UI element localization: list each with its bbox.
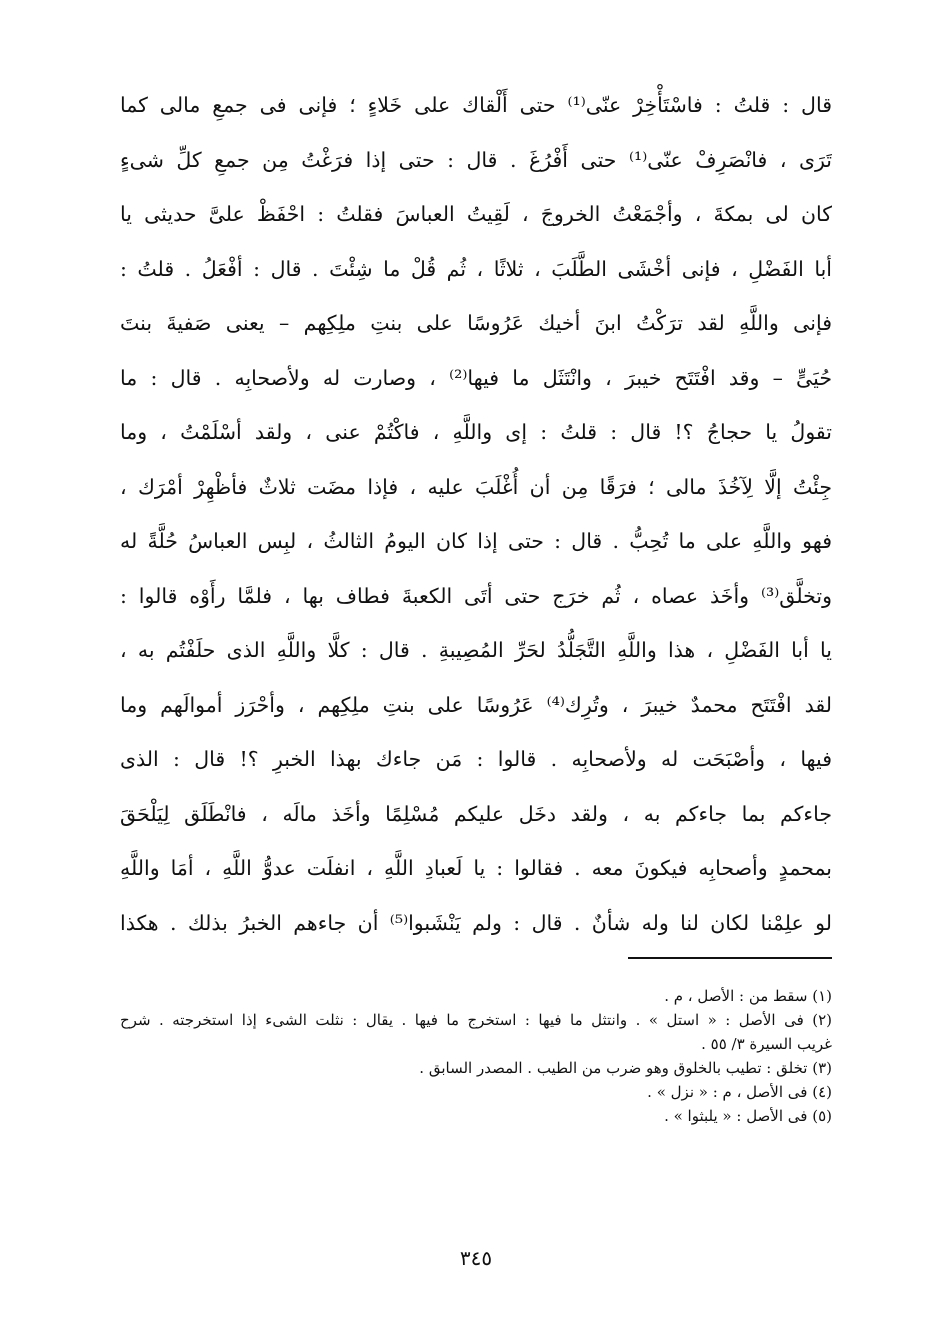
text-line: تَرَى ، فانْصَرِفْ عنّى⁽¹⁾ حتى أَفْرُغَ . قال : حتى إذا فرَغْتُ مِن جمعِ كلِّ شىءٍ <box>120 147 832 172</box>
main-text <box>120 78 832 950</box>
footnote-separator <box>628 957 832 959</box>
text-line: تقولُ يا حجاجُ ؟! قال : قلتُ : إى واللَّهِ ، فاكْتُمْ عنى ، ولقد أسْلَمْتُ ، وما <box>120 420 832 444</box>
text-line: قال : قلتُ : فاسْتَأْخِرْ عنّى⁽¹⁾ حتى أَلْقاك على خَلاءٍ ؛ فإنى فى جمعِ مالى كما <box>120 93 832 117</box>
text-line: لقد افْتَتَح محمدٌ خيبرَ ، وتُرِك⁽⁴⁾ عَرُوسًا على بنتِ ملِكِهم ، وأحْرَز أموالَهم وما <box>120 692 832 717</box>
text-line: لو علِمْنا لكان لنا وله شأنٌ . قال : ولم يَنْشَبوا⁽⁵⁾ أن جاءهم الخبرُ بذلك . هكذا <box>120 910 832 935</box>
text-line: جِئْتُ إلَّا لِآخُذَ مالى ؛ فرَقًا مِن أن أُغْلَبَ عليه ، فإذا مضَت ثلاثٌ فأظْهِرْ أمْرَك ، <box>120 474 832 499</box>
page-number: ٣٤٥ <box>459 1246 493 1270</box>
footnote: (٤) فى الأصل ، م : « نزل » . <box>647 1083 832 1101</box>
text-line: فهو واللَّهِ على ما تُحِبُّ . قال : حتى إذا كان اليومُ الثالثُ ، لبِس العباسُ حُلَّةً له <box>120 529 832 553</box>
text-line: أبا الفَضْلِ ، فإنى أخْشَى الطَّلَبَ ، ثلاثًا ، ثُم قُلْ ما شِئْتَ . قال : أفْعَلُ . قلتُ : <box>120 256 832 281</box>
text-line: يا أبا الفَضْلِ ، هذا واللَّهِ التَّجَلُّدُ لحَرِّ المُصِيبةِ . قال : كلَّا واللَّهِ الذى حلَفْتُم به ، <box>120 638 832 662</box>
footnotes <box>120 984 832 1128</box>
footnote: (٥) فى الأصل : « يلبثوا » . <box>664 1107 832 1125</box>
text-line: فيها ، وأصْبَحَت له ولأصحابِه . قالوا : مَن جاءك بهذا الخبرِ ؟! قال : الذى <box>120 747 832 771</box>
footnote: (١) سقط من : الأصل ، م . <box>664 987 832 1005</box>
footnote-continuation: غريب السيرة ٣/ ٥٥ . <box>701 1035 832 1053</box>
text-line: حُيَىٍّ – وقد افْتَتَح خيبرَ ، وانْتَثَل ما فيها⁽²⁾ ، وصارت له ولأصحابِه . قال : ما <box>120 365 832 390</box>
text-line: جاءكم بما جاءكم به ، ولقد دخَل عليكم مُسْلِمًا وأخَذ مالَه ، فانْطَلَق لِيَلْحَقَ <box>120 801 832 826</box>
footnote: (٢) فى الأصل : « استل » . وانتثل ما فيها : استخرج ما فيها . يقال : نثلت الشىء إذا استخرجته . شرح <box>120 1011 832 1029</box>
text-line: كان لى بمكةَ ، وأجْمَعْتُ الخروجَ ، لَقِيتُ العباسَ فقلتُ : احْفَظْ علىَّ حديثى يا <box>120 202 832 226</box>
text-line: فإنى واللَّهِ لقد ترَكْتُ ابنَ أخيك عَرُوسًا على بنتِ ملِكِهم – يعنى صَفيةَ بنتَ <box>120 311 832 335</box>
text-line: بمحمدٍ وأصحابِه فيكونَ معه . فقالوا : يا لَعبادِ اللَّهِ ، انفلَت عدوُّ اللَّهِ ، أمَا واللَّهِ <box>120 856 832 880</box>
footnote: (٣) تخلق : تطيب بالخلوق وهو ضرب من الطيب . المصدر السابق . <box>419 1059 832 1077</box>
text-line: وتخلَّق⁽³⁾ وأخَذ عصاه ، ثُم خرَج حتى أتَى الكعبةَ فطاف بها ، فلمَّا رأَوْه قالوا : <box>120 583 832 608</box>
